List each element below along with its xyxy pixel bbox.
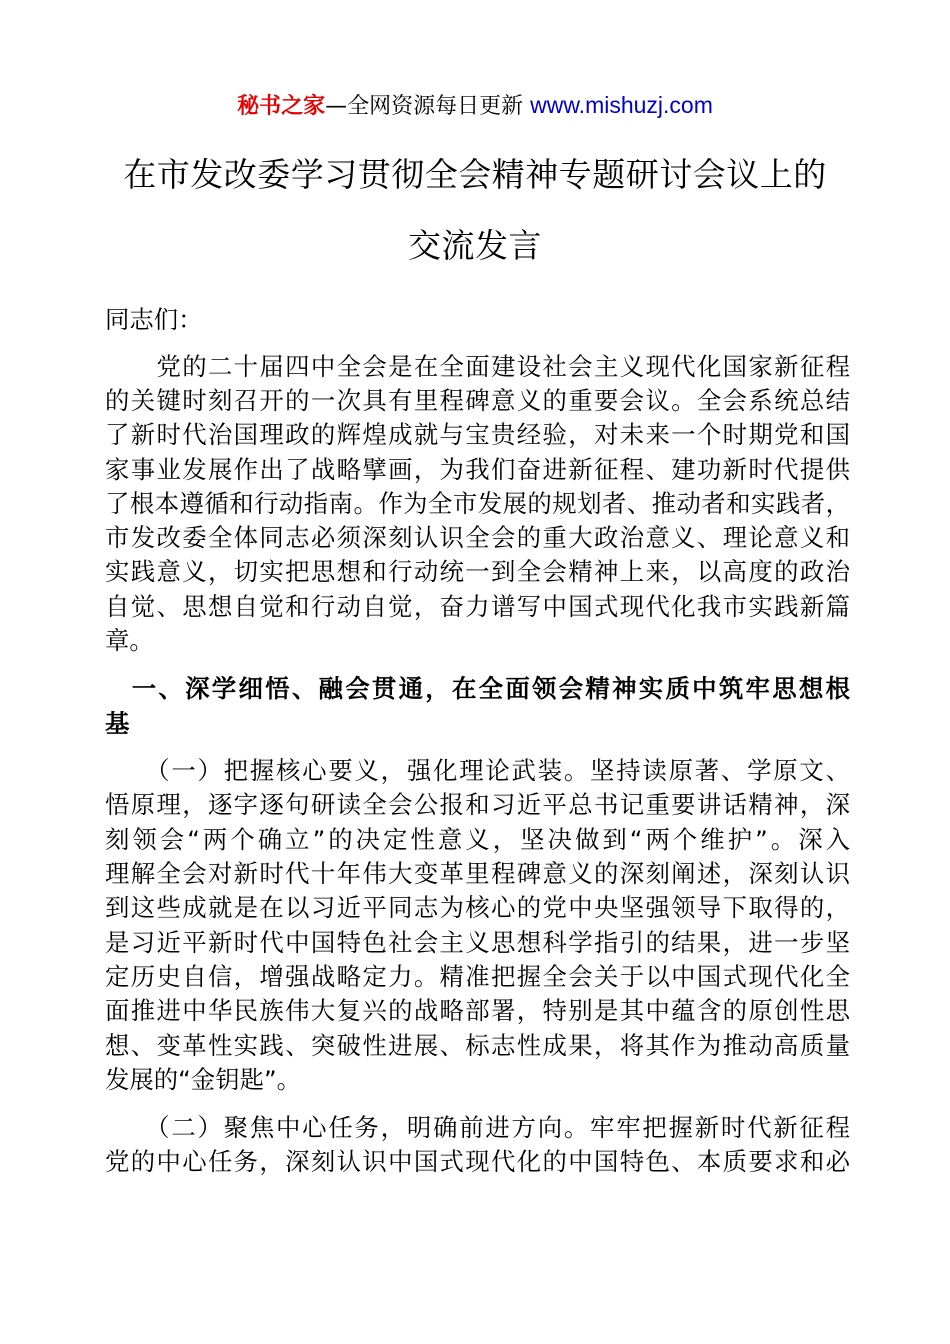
text-line: 党的中心任务，深刻认识中国式现代化的中国特色、本质要求和必	[105, 1147, 850, 1176]
text-line: 定历史自信，增强战略定力。精准把握全会关于以中国式现代化全	[105, 962, 850, 991]
site-slogan: —全网资源每日更新	[325, 94, 531, 119]
site-url-link[interactable]: www.mishuzj.com	[530, 92, 713, 118]
salutation: 同志们：	[105, 305, 203, 334]
text-line: 的关键时刻召开的一次具有里程碑意义的重要会议。全会系统总结	[105, 386, 850, 415]
site-brand: 秘书之家	[237, 94, 326, 119]
text-line: 到这些成就是在以习近平同志为核心的党中央坚强领导下取得的，	[105, 893, 850, 922]
text-line: 刻领会“两个确立”的决定性意义，坚决做到“两个维护”。深入	[105, 825, 850, 854]
document-title-line-2: 交流发言	[408, 226, 542, 265]
heading-line: 基	[105, 709, 130, 738]
text-line: 了根本遵循和行动指南。作为全市发展的规划者、推动者和实践者，	[105, 489, 850, 518]
document-title-line-1: 在市发改委学习贯彻全会精神专题研讨会议上的	[123, 155, 827, 194]
text-line: 理解全会对新时代十年伟大变革里程碑意义的深刻阐述，深刻认识	[105, 859, 850, 888]
text-line: 想、变革性实践、突破性进展、标志性成果，将其作为推动高质量	[105, 1031, 850, 1060]
text-line: 是习近平新时代中国特色社会主义思想科学指引的结果，进一步坚	[105, 928, 850, 957]
text-line: 发展的“金钥匙”。	[105, 1065, 302, 1094]
site-header	[0, 90, 950, 122]
text-line: 章。	[105, 626, 154, 655]
heading-line: 一、深学细悟、融会贯通，在全面领会精神实质中筑牢思想根	[105, 674, 850, 703]
text-line: 党的二十届四中全会是在全面建设社会主义现代化国家新征程	[105, 352, 850, 381]
text-line: 市发改委全体同志必须深刻认识全会的重大政治意义、理论意义和	[105, 523, 850, 552]
text-line: 悟原理，逐字逐句研读全会公报和习近平总书记重要讲话精神，深	[105, 790, 850, 819]
text-line: 自觉、思想自觉和行动自觉，奋力谱写中国式现代化我市实践新篇	[105, 592, 850, 621]
text-line: 面推进中华民族伟大复兴的战略部署，特别是其中蕴含的原创性思	[105, 996, 850, 1025]
text-line: （一）把握核心要义，强化理论武装。坚持读原著、学原文、	[105, 756, 850, 785]
text-line: 实践意义，切实把思想和行动统一到全会精神上来，以高度的政治	[105, 557, 850, 586]
text-line: （二）聚焦中心任务，明确前进方向。牢牢把握新时代新征程	[105, 1113, 850, 1142]
text-line: 了新时代治国理政的辉煌成就与宝贵经验，对未来一个时期党和国	[105, 420, 850, 449]
text-line: 家事业发展作出了战略擘画，为我们奋进新征程、建功新时代提供	[105, 455, 850, 484]
